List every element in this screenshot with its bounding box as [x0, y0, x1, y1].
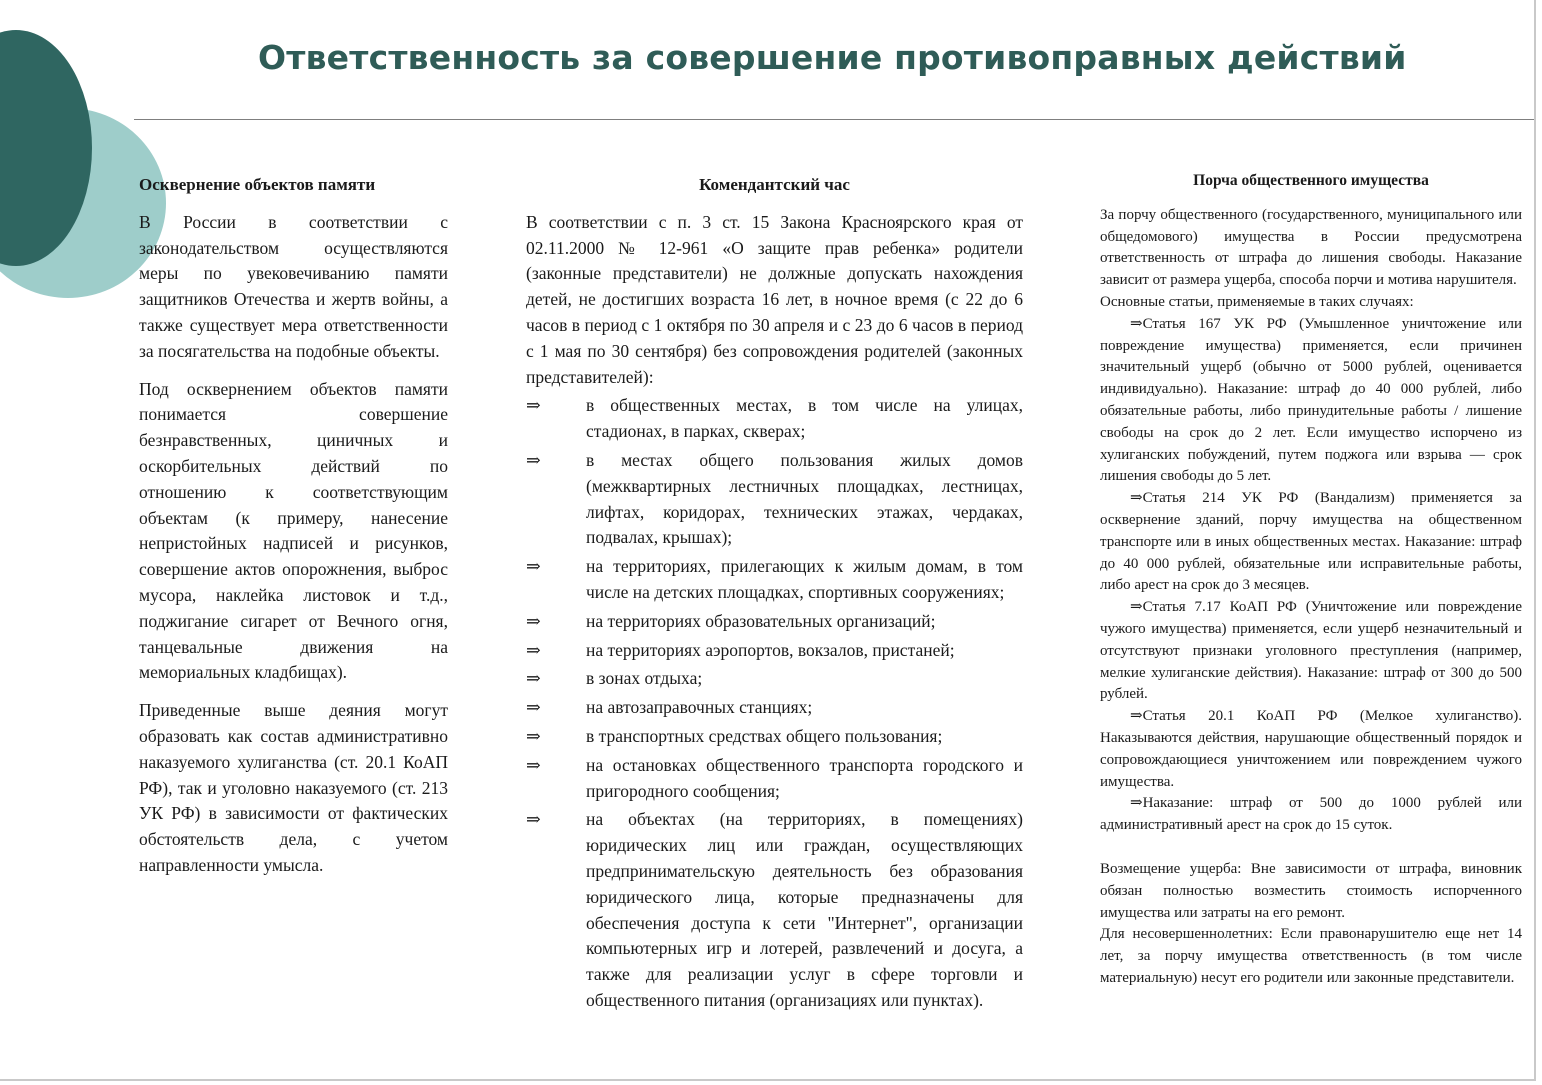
list-item	[526, 393, 1023, 445]
list-item	[526, 724, 1023, 750]
list-item-text: на территориях образовательных организаций;	[586, 610, 936, 631]
paragraph: Приведенные выше деяния могут образовать как состав административно наказуемого хулиганства (ст. 20.1 КоАП РФ), так и уголовно наказуемого (ст. 213 УК РФ) в зависимости от фактических обстоятельств дела, с учетом направленности умысла.	[139, 700, 448, 875]
list-item-text: в местах общего пользования жилых домов (межквартирных лестничных площадках, лестницах, лифтах, коридорах, технических этажах, чердаках, подвалах, крышах);	[586, 449, 1023, 548]
arrow-bullet-icon: ⇒	[526, 639, 541, 660]
article-item: ⇒Наказание: штраф от 500 до 1000 рублей или административный арест на срок до 15 суток.	[1100, 795, 1522, 834]
list-item	[526, 554, 1023, 606]
column-curfew	[526, 172, 1023, 1014]
list-item-text: на автозаправочных станциях;	[586, 697, 813, 718]
list-item	[526, 666, 1023, 692]
arrow-bullet-icon: ⇒	[526, 668, 541, 689]
column-memorial-desecration	[139, 172, 448, 891]
arrow-bullet-icon: ⇒	[526, 697, 541, 718]
curfew-place-list	[526, 393, 1023, 1013]
arrow-bullet-icon: ⇒	[526, 809, 541, 830]
paragraph: Основные статьи, применяемые в таких случаях:	[1100, 293, 1414, 310]
section-heading: Комендантский час	[699, 175, 850, 194]
list-item	[526, 807, 1023, 1013]
article-item: ⇒Статья 7.17 КоАП РФ (Уничтожение или повреждение чужого имущества) применяется, если ущерб незначительный и отсутствуют признаки уголовного преступления (например, мелкие хулиганские действия). Наказание: штраф от 300 до 500 рублей.	[1100, 599, 1522, 703]
list-item	[526, 609, 1023, 635]
arrow-bullet-icon: ⇒	[526, 754, 541, 775]
list-item-text: на территориях аэропортов, вокзалов, пристаней;	[586, 639, 955, 660]
column-property-damage	[1100, 170, 1522, 990]
article-item: ⇒Статья 214 УК РФ (Вандализм) применяется за осквернение зданий, порчу имущества на общественном транспорте или в иных общественных местах. Наказание: штраф до 40 000 рублей, обязательные или исправительные работы, либо арест на срок до 3 месяцев.	[1100, 490, 1522, 594]
article-item: ⇒Статья 20.1 КоАП РФ (Мелкое хулиганство). Наказываются действия, нарушающие общественный порядок и сопровождающиеся уничтожением или повреждением чужого имущества.	[1100, 708, 1522, 790]
paragraph: За порчу общественного (государственного, муниципального или общедомового) имущества в России предусмотрена ответственность от штрафа до лишения свободы. Наказание зависит от размера ущерба, способа порчи и мотива нарушителя.	[1100, 206, 1522, 289]
list-item-text: в зонах отдыха;	[586, 668, 703, 689]
arrow-bullet-icon: ⇒	[526, 449, 541, 470]
paragraph: Под осквернением объектов памяти понимается совершение безнравственных, циничных и оскорбительных действий по отношению к соответствующим объектам (к примеру, нанесение непристойных надписей и рисунков, совершение актов опорожнения, выброс мусора, наклейка листовок и т.д., поджигание сигарет от Вечного огня, танцевальные движения на мемориальных кладбищах).	[139, 378, 448, 683]
list-item-text: на объектах (на территориях, в помещениях) юридических лиц или граждан, осуществляющих предпринимательскую деятельность без образования юридического лица, которые предназначены для обеспечения доступа к сети "Интернет", организации компьютерных игр и лотерей, развлечений и досуга, а также для реализации услуг в сфере торговли и общественного питания (организациях или пунктах).	[586, 809, 1023, 1010]
paragraph: В России в соответствии с законодательством осуществляются меры по увековечиванию памяти защитников Отечества и жертв войны, а также существует мера ответственности за посягательства на подобные объекты.	[139, 211, 448, 361]
arrow-bullet-icon: ⇒	[526, 395, 541, 416]
page-title: Ответственность за совершение противоправных действий	[258, 38, 1407, 77]
list-item	[526, 753, 1023, 805]
list-item-text: на остановках общественного транспорта городского и пригородного сообщения;	[586, 754, 1023, 801]
arrow-bullet-icon: ⇒	[526, 556, 541, 577]
list-item-text: в транспортных средствах общего пользования;	[586, 725, 943, 746]
spacer	[1100, 837, 1522, 859]
list-item-text: в общественных местах, в том числе на улицах, стадионах, в парках, скверах;	[586, 395, 1023, 442]
arrow-bullet-icon: ⇒	[526, 610, 541, 631]
article-item: ⇒Статья 167 УК РФ (Умышленное уничтожение или повреждение имущества) применяется, если причинен значительный ущерб (обычно от 5000 рублей, оценивается индивидуально). Наказание: штраф до 40 000 рублей, либо обязательные работы, либо принудительные работы / лишение свободы на срок до 2 лет. Если имущество испорчено из хулиганских побуждений, путем поджога или взрыва — срок лишения свободы до 5 лет.	[1100, 315, 1522, 485]
list-item	[526, 448, 1023, 551]
list-item	[526, 695, 1023, 721]
list-item	[526, 638, 1023, 664]
title-divider	[134, 119, 1534, 120]
list-item-text: на территориях, прилегающих к жилым домам, в том числе на детских площадках, спортивных сооружениях;	[586, 556, 1023, 602]
paragraph: В соответствии с п. 3 ст. 15 Закона Красноярского края от 02.11.2000 № 12-961 «О защите прав ребенка» родители (законные представители) не должные допускать нахождения детей, не достигших возраста 16 лет, в ночное время (с 22 до 6 часов в период с 1 октября по 30 апреля и с 23 до 6 часов в период с 1 мая по 30 сентября) без сопровождения родителей (законных представителей):	[526, 211, 1023, 387]
section-heading: Порча общественного имущества	[1193, 172, 1429, 189]
section-heading: Осквернение объектов памяти	[139, 175, 376, 194]
paragraph: Возмещение ущерба: Вне зависимости от штрафа, виновник обязан полностью возместить стоимость испорченного имущества или затраты на его ремонт.	[1100, 860, 1522, 921]
arrow-bullet-icon: ⇒	[526, 725, 541, 746]
paragraph: Для несовершеннолетних: Если правонарушителю еще нет 14 лет, за порчу имущества ответственность (в том числе материальную) несут его родители или законные представители.	[1100, 926, 1522, 986]
